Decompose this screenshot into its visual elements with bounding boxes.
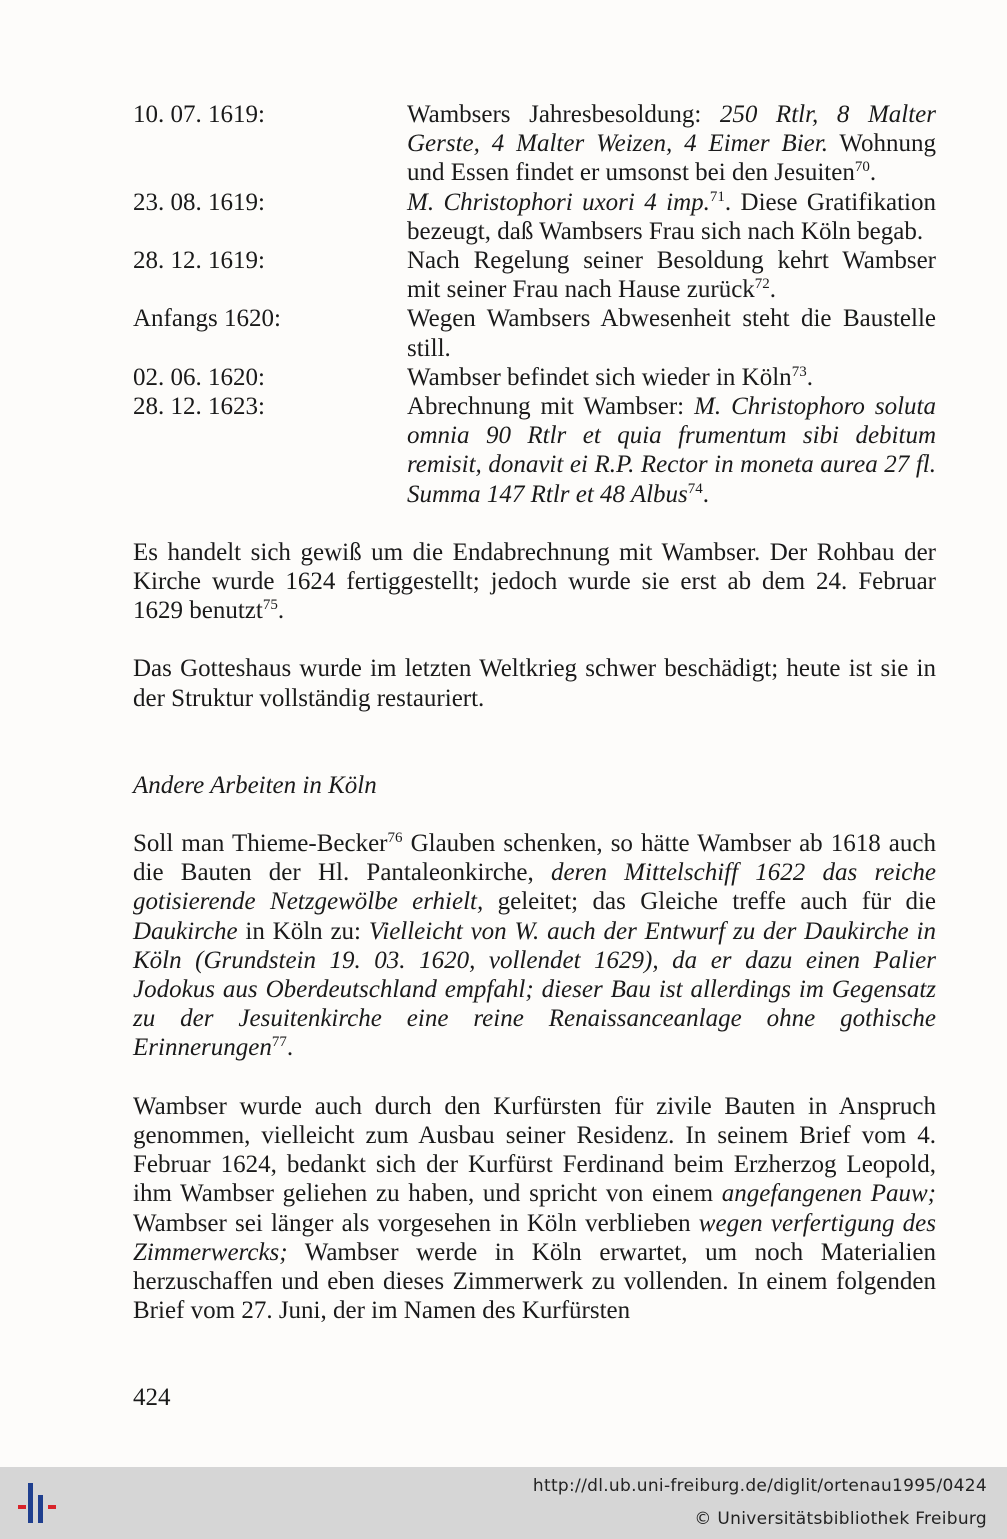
italic-text: angefangenen Pauw; [721,1180,936,1208]
footnote-ref: 70 [854,159,870,176]
page-body [133,100,936,1325]
entry-date: Anfangs 1620: [133,305,281,333]
paragraph [133,654,936,712]
text-run: Wambsers Jahresbesoldung: [407,101,720,128]
text-run: . [277,597,285,625]
paragraph [133,538,936,626]
text-run: Wambser befindet sich wieder in Köln [407,363,792,391]
italic-text: 250 Rtlr, 8 Malter Gerste, 4 Malter Weizen, 4 Eimer Bier. [407,101,936,158]
entry-date: 28. 12. 1623: [133,393,265,421]
text-run: Wegen Wambsers Abwesenheit steht die Baustelle still. [407,305,936,362]
text-run: Nach Regelung seiner Besoldung kehrt Wambser mit seiner Frau nach Hause zurück [407,247,936,304]
paragraph [133,829,936,1063]
chronology-list [133,100,936,509]
footnote-ref: 72 [754,276,770,293]
text-run: . [769,276,777,304]
library-logo-icon [14,1477,66,1529]
entry-date: 23. 08. 1619: [133,188,265,216]
text-run: geleitet; das Gleiche treffe auch für die [483,888,936,916]
text-run: Glauben schenken, so hätte Wambser ab 1618 auch die Bauten der Hl. Pantaleonkirche, [133,830,936,887]
page-number: 424 [133,1384,171,1411]
text-run: Abrechnung mit Wambser: [407,393,695,421]
italic-text: deren Mittelschiff 1622 das reiche gotisierende Netzgewölbe erhielt, [133,859,936,916]
footnote-ref: 75 [262,597,278,614]
text-run: Wambser werde in Köln erwartet, um noch Materialien herzuschaffen und eben dieses Zimmerwerk zu vollenden. In einem folgenden Brief vom 27. Juni, der im Namen des Kurfürsten [133,1238,936,1325]
italic-text: Vielleicht von W. auch der Entwurf zu der Daukirche in Köln (Grundstein 19. 03. 1620, vollendet 1629), da er dazu einen Palier Jodokus aus Oberdeutschland empfahl; dieser Bau ist allerdings im Gegensatz zu der Jesuitenkirche eine reine Renaissanceanlage ohne gothische Erinnerungen [133,917,936,1062]
entry-date: 10. 07. 1619: [133,101,265,128]
section-heading: Andere Arbeiten in Köln [133,771,377,799]
italic-text: wegen verfertigung des Zimmerwercks; [133,1209,936,1266]
chronology-entry [133,100,936,188]
footer-bar [0,1467,1007,1539]
text-run: . [869,159,877,187]
footnote-ref: 77 [271,1034,287,1051]
text-run: Das Gotteshaus wurde im letzten Weltkrieg schwer beschädigt; heute ist sie in der Struktur vollständig restauriert. [133,655,936,712]
text-run: . [702,480,710,508]
footnote-ref: 74 [687,480,703,497]
entry-description [407,392,936,509]
footnote-ref: 71 [709,188,725,205]
text-run: Wambser sei länger als vorgesehen in Köln verblieben [133,1209,699,1237]
footnote-ref: 76 [387,830,403,847]
chronology-entry [133,304,936,362]
entry-description [407,246,936,304]
paragraph [133,1092,936,1326]
chronology-entry [133,392,936,509]
text-run: . [806,363,813,391]
chronology-entry [133,188,936,246]
text-run: . [286,1034,294,1062]
entry-description [407,363,936,392]
entry-description [407,304,936,362]
text-run: Wohnung und Essen findet er umsonst bei den Jesuiten [407,130,936,187]
entry-description [407,100,936,188]
italic-text: M. Christophoro soluta omnia 90 Rtlr et quia frumentum sibi debitum remisit, donavit ei R.P. Rector in moneta aurea 27 fl. Summa 147 Rtlr et 48 Albus [407,393,936,508]
chronology-entry [133,363,936,392]
entry-description [407,188,936,246]
text-run: in Köln zu: [237,917,369,945]
copyright-notice: © Universitätsbibliothek Freiburg [694,1509,987,1529]
italic-text: M. Christophori uxori 4 imp. [407,188,710,216]
text-run: Es handelt sich gewiß um die Endabrechnung mit Wambser. Der Rohbau der Kirche wurde 1624 fertiggestellt; jedoch wurde sie erst ab dem 24. Februar 1629 benutzt [133,538,936,625]
chronology-entry [133,246,936,304]
entry-date: 02. 06. 1620: [133,363,265,391]
source-url-link[interactable]: http://dl.ub.uni-freiburg.de/diglit/ortenau1995/0424 [532,1476,987,1496]
italic-text: Daukirche [133,917,238,945]
text-run: Wambser wurde auch durch den Kurfürsten für zivile Bauten in Anspruch genommen, vielleicht zum Ausbau seiner Residenz. In seinem Brief vom 4. Februar 1624, bedankt sich der Kurfürst Ferdinand beim Erzherzog Leopold, ihm Wambser geliehen zu haben, und spricht von einem [133,1092,936,1208]
footnote-ref: 73 [791,363,807,380]
entry-date: 28. 12. 1619: [133,247,265,275]
text-run: . Diese Gratifikation bezeugt, daß Wambsers Frau sich nach Köln begab. [407,188,936,245]
text-run: Soll man Thieme-Becker [133,830,388,858]
